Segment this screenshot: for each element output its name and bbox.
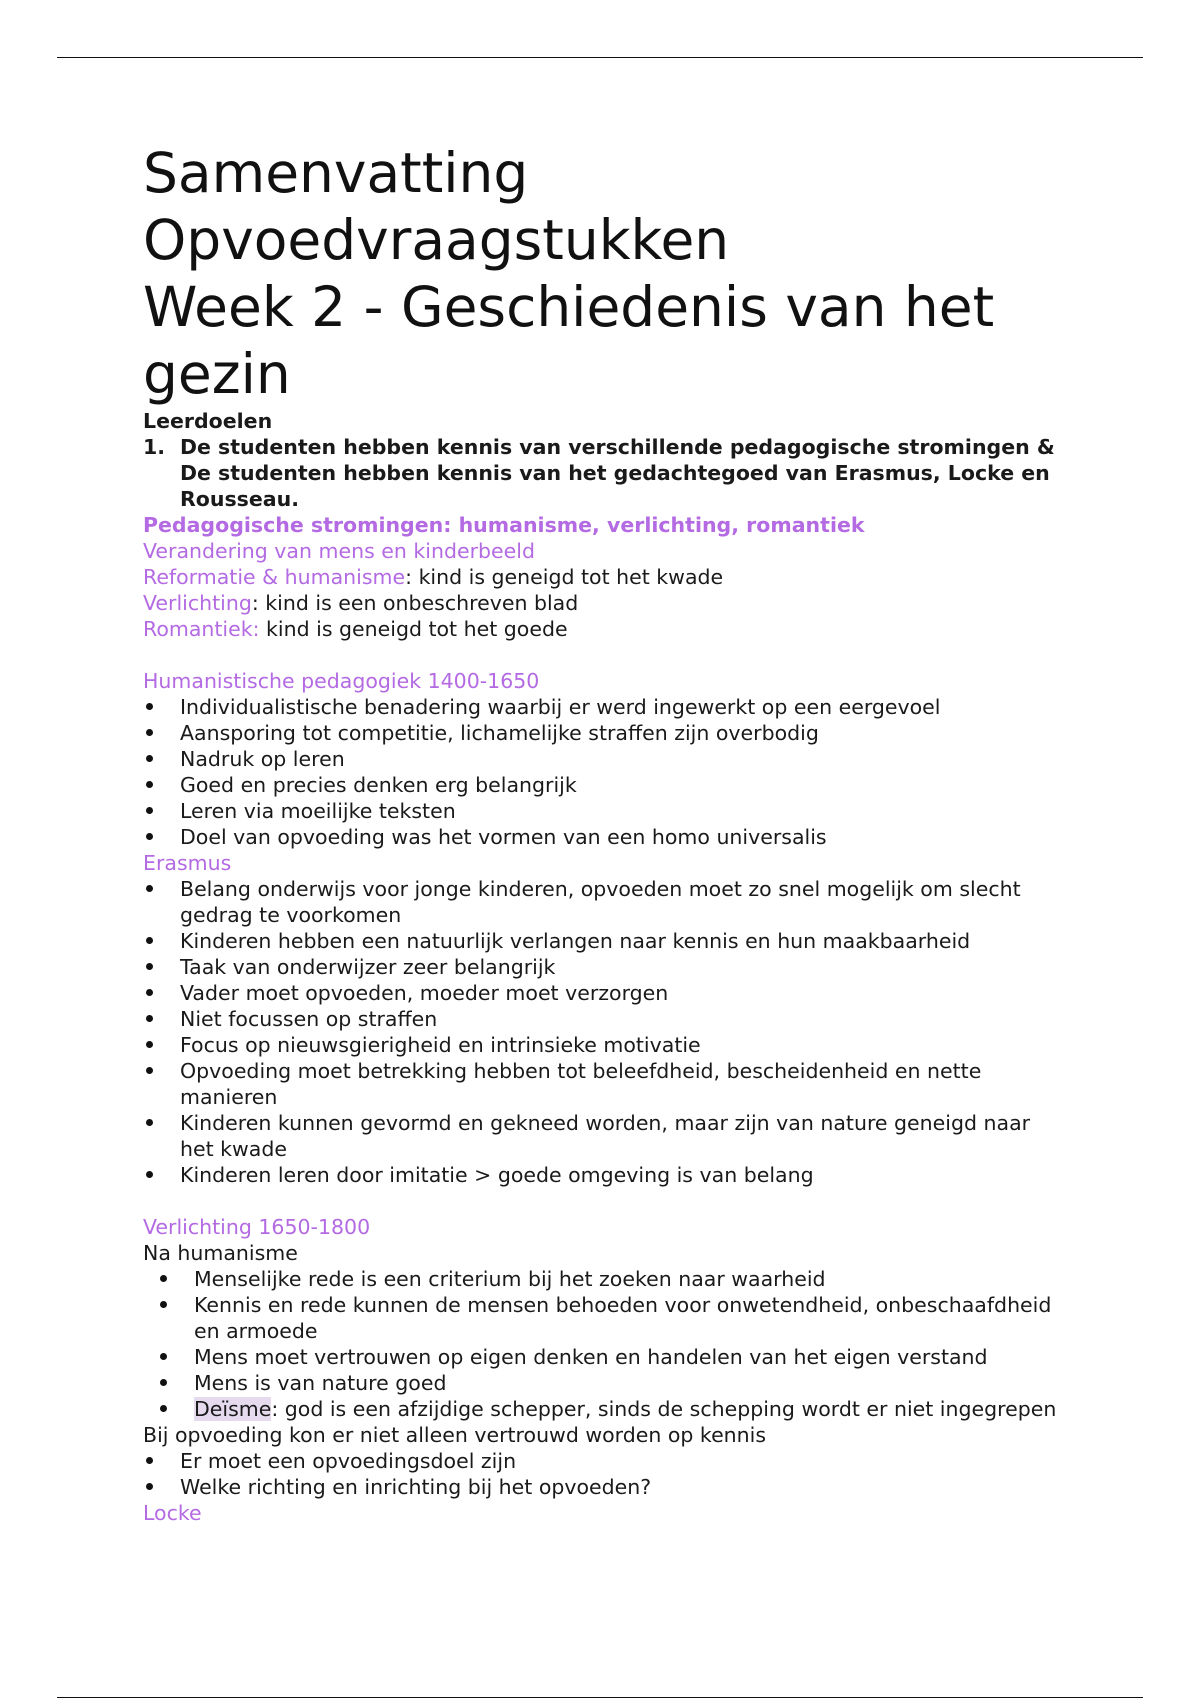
bullet-icon: [146, 703, 153, 710]
list-item: Er moet een opvoedingsdoel zijn: [143, 1448, 1063, 1474]
list-item: Opvoeding moet betrekking hebben tot beleefdheid, bescheidenheid en nette manieren: [143, 1058, 1063, 1110]
top-rule: [57, 57, 1143, 58]
humanistische-list: [143, 694, 1063, 850]
list-item: Leren via moeilijke teksten: [143, 798, 1063, 824]
deisme-term: Deïsme: [194, 1397, 272, 1421]
deisme-text: : god is een afzijdige schepper, sinds de schepping wordt er niet ingegrepen: [271, 1397, 1057, 1421]
erasmus-heading: Erasmus: [143, 851, 232, 875]
list-item: Niet focussen op straffen: [143, 1006, 1063, 1032]
bullet-icon: [146, 963, 153, 970]
bullet-icon: [146, 1457, 153, 1464]
list-item: Menselijke rede is een criterium bij het zoeken naar waarheid: [143, 1266, 1063, 1292]
bullet-icon: [160, 1353, 167, 1360]
title-line: gezin: [143, 342, 291, 406]
stromingen-heading: Pedagogische stromingen: humanisme, verlichting, romantiek: [143, 513, 865, 537]
kindbeeld-label: Verlichting: [143, 591, 252, 615]
bullet-icon: [146, 989, 153, 996]
bullet-icon: [146, 807, 153, 814]
bullet-icon: [160, 1275, 167, 1282]
kindbeeld-line: [143, 590, 1063, 616]
stromingen-subheading: Verandering van mens en kinderbeeld: [143, 539, 535, 563]
kindbeeld-label: Romantiek:: [143, 617, 260, 641]
kindbeeld-text: : kind is geneigd tot het kwade: [405, 565, 724, 589]
title-line: Samenvatting: [143, 141, 529, 205]
bullet-icon: [146, 755, 153, 762]
bullet-icon: [146, 1483, 153, 1490]
list-item: Aansporing tot competitie, lichamelijke straffen zijn overbodig: [143, 720, 1063, 746]
bullet-icon: [160, 1379, 167, 1386]
kindbeeld-label: Reformatie & humanisme: [143, 565, 406, 589]
bullet-icon: [146, 1041, 153, 1048]
bullet-icon: [146, 833, 153, 840]
locke-heading: Locke: [143, 1501, 202, 1525]
list-item: Vader moet opvoeden, moeder moet verzorgen: [143, 980, 1063, 1006]
list-item: Mens moet vertrouwen op eigen denken en handelen van het eigen verstand: [143, 1344, 1063, 1370]
list-item: Focus op nieuwsgierigheid en intrinsieke motivatie: [143, 1032, 1063, 1058]
list-item: Belang onderwijs voor jonge kinderen, opvoeden moet zo snel mogelijk om slecht gedrag te voorkomen: [143, 876, 1063, 928]
list-item: [143, 1396, 1063, 1422]
list-item: Nadruk op leren: [143, 746, 1063, 772]
bullet-icon: [146, 1171, 153, 1178]
bullet-icon: [146, 1015, 153, 1022]
erasmus-list: [143, 876, 1063, 1188]
verlichting-list: [143, 1266, 1063, 1422]
page-title: [143, 140, 1063, 408]
opvoeding-list: [143, 1448, 1063, 1500]
verlichting-heading: Verlichting 1650-1800: [143, 1215, 371, 1239]
list-item: Welke richting en inrichting bij het opvoeden?: [143, 1474, 1063, 1500]
title-line: Week 2 - Geschiedenis van het: [143, 275, 995, 339]
leerdoel-item: [143, 434, 1063, 512]
bottom-rule: [57, 1697, 1143, 1698]
list-item: Kinderen kunnen gevormd en gekneed worden, maar zijn van nature geneigd naar het kwade: [143, 1110, 1063, 1162]
bullet-icon: [146, 1067, 153, 1074]
list-item: Kinderen leren door imitatie > goede omgeving is van belang: [143, 1162, 1063, 1188]
bullet-icon: [146, 937, 153, 944]
leerdoelen-heading: Leerdoelen: [143, 409, 273, 433]
kindbeeld-line: [143, 616, 1063, 642]
bullet-icon: [160, 1405, 167, 1412]
list-item: Kinderen hebben een natuurlijk verlangen naar kennis en hun maakbaarheid: [143, 928, 1063, 954]
bullet-icon: [146, 729, 153, 736]
list-item: Doel van opvoeding was het vormen van een homo universalis: [143, 824, 1063, 850]
kindbeeld-text: kind is geneigd tot het goede: [259, 617, 568, 641]
kindbeeld-line: [143, 564, 1063, 590]
kindbeeld-text: : kind is een onbeschreven blad: [251, 591, 579, 615]
bullet-icon: [146, 885, 153, 892]
list-item: Kennis en rede kunnen de mensen behoeden voor onwetendheid, onbeschaafdheid en armoede: [143, 1292, 1063, 1344]
bullet-icon: [160, 1301, 167, 1308]
opvoeding-line: Bij opvoeding kon er niet alleen vertrouwd worden op kennis: [143, 1423, 767, 1447]
deisme-item: [194, 1396, 1063, 1422]
list-item: Taak van onderwijzer zeer belangrijk: [143, 954, 1063, 980]
title-line: Opvoedvraagstukken: [143, 208, 730, 272]
humanistische-heading: Humanistische pedagogiek 1400-1650: [143, 669, 540, 693]
bullet-icon: [146, 781, 153, 788]
verlichting-intro: Na humanisme: [143, 1241, 298, 1265]
list-item: Mens is van nature goed: [143, 1370, 1063, 1396]
leerdoel-text: De studenten hebben kennis van verschillende pedagogische stromingen & De studenten hebben kennis van het gedachtegoed van Erasmus, Locke en Rousseau.: [180, 435, 1055, 511]
list-item: Goed en precies denken erg belangrijk: [143, 772, 1063, 798]
document-body: [143, 140, 1063, 1526]
bullet-icon: [146, 1119, 153, 1126]
list-item: Individualistische benadering waarbij er werd ingewerkt op een eergevoel: [143, 694, 1063, 720]
leerdoel-number: 1.: [143, 435, 166, 459]
